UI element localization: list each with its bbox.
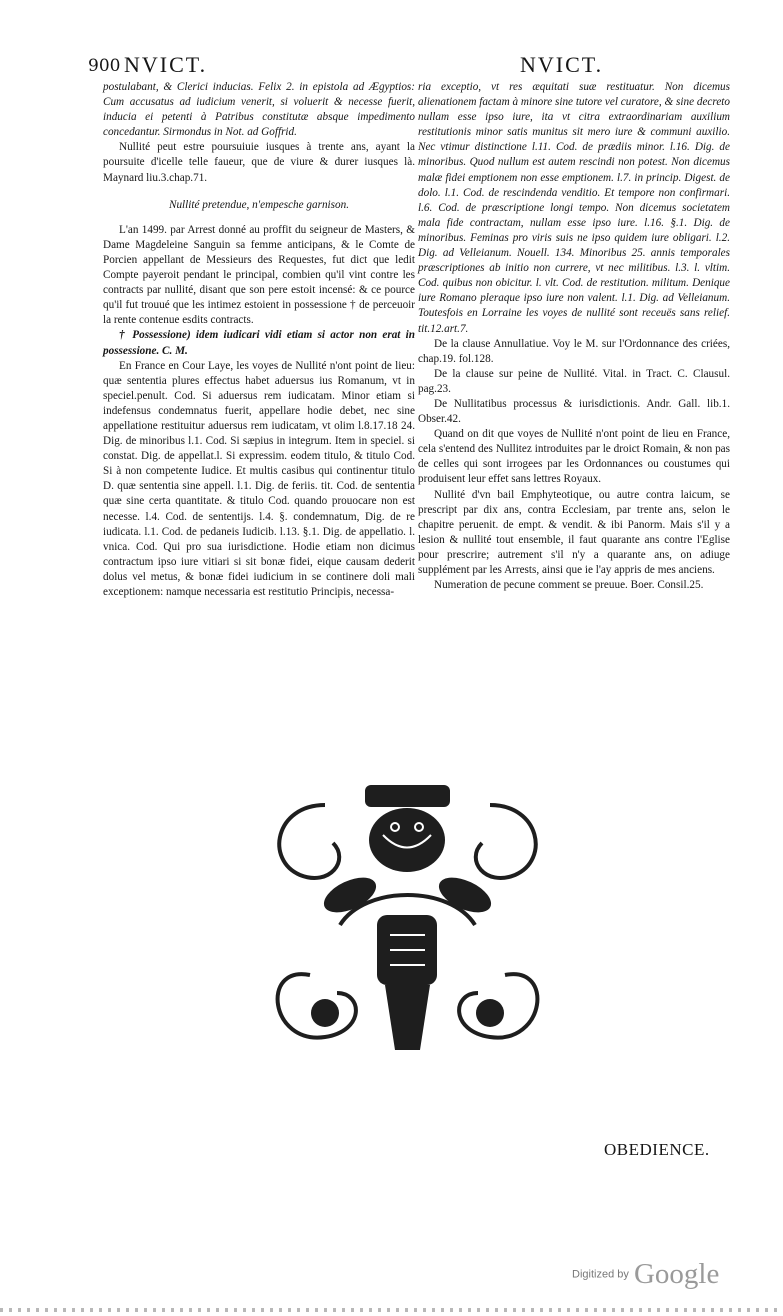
running-head-right: NVICT. [520, 52, 604, 77]
right-paragraph-5: Quand on dit que voyes de Nullité n'ont point de lieu en France, cela s'entend des Nullitez introduites par le droict Romain, & non pas de celles qui sont irrogees par les Ordonnances ou coustumes qui produisent leur effet sans lettres Royaux. [418, 428, 730, 486]
scroll-top-right [476, 805, 536, 878]
digitized-watermark [572, 1258, 719, 1291]
garland-top [365, 785, 450, 807]
section-heading: Nullité pretendue, n'empesche garnison. [168, 198, 349, 211]
printers-ornament-icon [255, 765, 560, 1065]
ornament-drawing [255, 765, 560, 1065]
left-column [103, 80, 415, 600]
rosette-left [311, 999, 339, 1027]
right-paragraph-2: De la clause Annullatiue. Voy le M. sur l'Ordonnance des criées, chap.19. fol.128. [418, 337, 730, 365]
left-paragraph-3: L'an 1499. par Arrest donné au proffit du seigneur de Masters, & Dame Magdeleine Sanguin sa femme anticipans, & le Comte de Porcien appellant de Messieurs des Requestes, fut dict que ledit Compte payeroit pendant le principal, combien qu'il vint contre les contracts par nullité, disant que son pere estoit incensé: & ce pource qu'il fut trouué que les intimez estoient in possessione † de perceuoir la rente contenue esdits contracts. [103, 223, 415, 327]
right-paragraph-4: De Nullitatibus processus & iurisdictionis. Andr. Gall. lib.1. Obser.42. [418, 397, 730, 426]
left-paragraph-5: En France en Cour Laye, les voyes de Nullité n'ont point de lieu: quæ sententia plures effectus habet aduersus ius Romanum, vt in speciel.penult. Cod. Si aduersus rem iudicatam. Minor etiam si indefensus condemnatus fuerit, appellare hodie debet, nec sine appellatione restituitur aduersus rem iudicatam, vt olim l.8.17.18 24. Dig. de minoribus l.1. Cod. Si sæpius in integrum. Item in speciel. si constat. Dig. de appellat.l. Si expressim. eodem titulo, & titulo Cod. Si à non competente Iudice. Et multis casibus qui continentur titulo D. quæ sententia sine appell. l.1. Dig. de feriis. tit. Cod. de sententia quæ sine certa quantitate. & titulo Cod. quando prouocare non est necesse. l.4. Cod. de sententijs. l.4. §. condemnatum, Dig. de re iudicata. l.1. Cod. de pedaneis Iudicib. l.13. §.1. Dig. de appellatio. l. vnica. Cod. Qui pro sua iurisdictione. Hodie etiam non dicimus contractum ipso iure vitiari si sit bonæ fidei, eique causam dederit dolus vel metus, & bonæ fidei iudicium in se continere doli mali exceptionem: namque necessaria est restitutio Principis, necessa- [103, 359, 415, 598]
page-edge-shadow [0, 1308, 783, 1312]
left-paragraph-2: Nullité peut estre poursuiuie iusques à trente ans, ayant la poursuite d'icelle telle faueur, que de viure & durer iusques là. Maynard liu.3.chap.71. [103, 141, 415, 184]
right-column [418, 80, 730, 593]
google-logo: Google [633, 1258, 720, 1290]
rosette-right [476, 999, 504, 1027]
right-paragraph-1: ria exceptio, vt res æquitati suæ restituatur. Non dicemus alienationem factam à minore sine tutore vel curatore, & sine decreto nullam esse ipso iure, ita vt citra extraordinariam auxilium restitutionis minor satis munitus sit mero iure & communi auxilio. Nec vtimur distinctione l.11. Cod. de prædiis minor. l.16. Dig. de minoribus. Quod nullum est autem rescindi non potest. Non dicemus malæ fidei emptionem non esse emptionem. l.7. in princip. Digest. de dolo. l.1. Cod. de rescindenda venditio. Et tempore non confirmari. l.6. Cod. de præscriptione longi tempo. Non dicemus societatem mala fide contractam, nullam esse ipso iure. l.16. §.1. Dig. de minoribus. Feminas pro viris suis ne ipso quidem iure obligari. l.2. Dig. ad Velleianum. Nouell. 134. Minoribus 25. annis temporales præscriptiones ab initio non currere, vt nec militibus. l.3. l. vltim. Cod. quibus non obicitur. l. vlt. Cod. de restitution. militum. Denique iure Romano pleraque ipso iure non valent. l.1. Dig. ad Velleianum. Toutesfois en Lorraine les voyes de nullité sont receuës sans relief. tit.12.art.7. [418, 81, 730, 335]
right-paragraph-6: Nullité d'vn bail Emphyteotique, ou autre contra laicum, se prescript par dix ans, contra Ecclesiam, par trente ans, selon le chapitre peruenit. de empt. & vendit. & ibi Panorm. Mais s'il y a lesion & nullité tout ensemble, il faut quarante ans contre l'Eglise pour prescrire; autrement s'il n'y a quarante ans, on adiuge supplément par les Arrests, ainsi que ie l'ay appris de mes anciens. [418, 488, 730, 576]
running-head-left: NVICT. [124, 52, 208, 77]
watermark-prefix: Digitized by [572, 1268, 629, 1281]
left-footnote: † Possessione) idem iudicari vidi etiam si actor non erat in possessione. C. M. [103, 329, 415, 357]
right-paragraph-7: Numeration de pecune comment se preuue. Boer. Consil.25. [434, 579, 704, 592]
catchword: OBEDIENCE. [604, 1140, 710, 1159]
page-number: 900 [88, 56, 121, 76]
left-paragraph-1: postulabant, & Clerici inducias. Felix 2. in epistola ad Ægyptios: Cum accusatus ad iudicium venerit, si voluerit & necesse fuerit, inducia ei petenti à Patribus constitutæ absque impedimento concedantur. Sirmondus in Not. ad Goffrid. [103, 81, 415, 139]
scroll-top-left [279, 805, 339, 878]
page-header [88, 50, 728, 80]
central-mask [369, 808, 445, 872]
right-paragraph-3: De la clause sur peine de Nullité. Vital. in Tract. C. Clausul. pag.23. [418, 367, 730, 395]
pendant-base [385, 985, 430, 1050]
